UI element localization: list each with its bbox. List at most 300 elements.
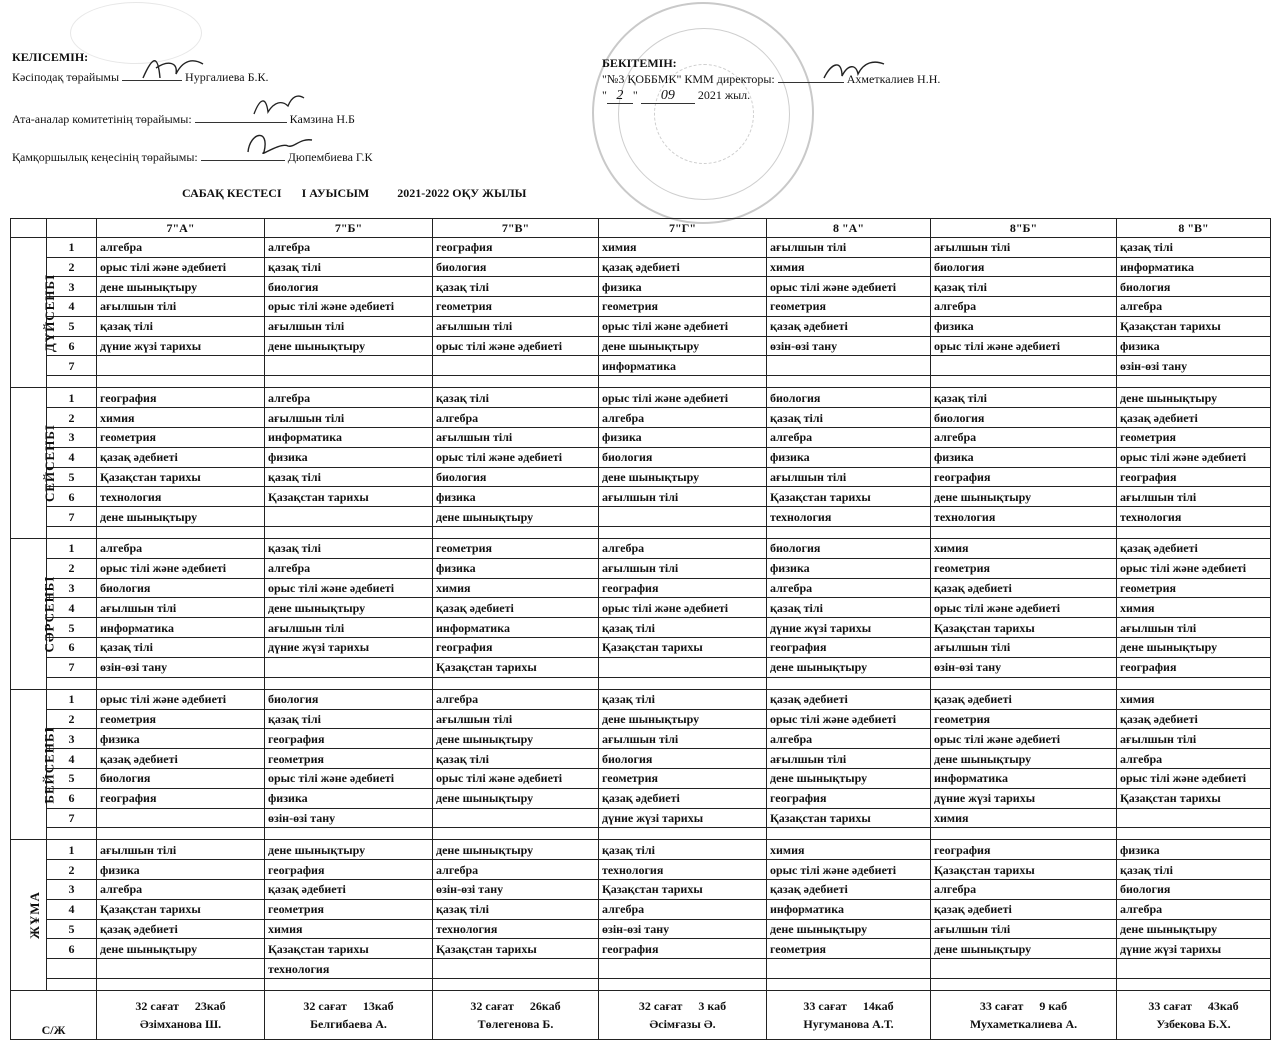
subject-cell: биология (433, 257, 599, 277)
title-year: 2021-2022 ОҚУ ЖЫЛЫ (397, 186, 527, 200)
subject-cell: орыс тілі және әдебиеті (265, 297, 433, 317)
subject-cell: Қазақстан тарихы (599, 879, 767, 899)
subject-cell: орыс тілі және әдебиеті (97, 689, 265, 709)
class-header: 7"Г" (599, 219, 767, 238)
subject-cell: география (599, 578, 767, 598)
subject-cell: технология (599, 860, 767, 880)
hours-count: 33 сағат (1148, 999, 1192, 1014)
lesson-number: 5 (47, 467, 97, 487)
subject-cell: орыс тілі және әдебиеті (1117, 558, 1271, 578)
subject-cell: алгебра (767, 578, 931, 598)
subject-cell: ағылшын тілі (599, 558, 767, 578)
subject-cell: география (97, 388, 265, 408)
subject-cell (599, 959, 767, 979)
teacher-summary (433, 991, 599, 1040)
subject-cell: қазақ әдебиеті (931, 899, 1117, 919)
subject-cell: өзін-өзі тану (265, 808, 433, 828)
subject-cell: ағылшын тілі (97, 840, 265, 860)
day-label-cell (11, 388, 57, 539)
corner-cell (47, 219, 97, 238)
subject-cell: химия (931, 808, 1117, 828)
day-separator-row (11, 526, 1271, 538)
subject-cell: алгебра (1117, 297, 1271, 317)
subject-cell: өзін-өзі тану (1117, 356, 1271, 376)
subject-cell: геометрия (767, 939, 931, 959)
schedule-table (10, 218, 1271, 1040)
lesson-number: 6 (47, 788, 97, 808)
subject-cell: өзін-өзі тану (97, 657, 265, 677)
subject-cell: геометрия (97, 709, 265, 729)
subject-cell: география (265, 860, 433, 880)
subject-cell (1117, 959, 1271, 979)
class-header: 8 "В" (1117, 219, 1271, 238)
day-separator-row (11, 677, 1271, 689)
lesson-number: 6 (47, 939, 97, 959)
subject-cell: геометрия (433, 297, 599, 317)
day-separator-row (11, 828, 1271, 840)
day-label: ДҮЙСЕНБІ (42, 273, 58, 352)
subject-cell (931, 356, 1117, 376)
subject-cell: Қазақстан тарихы (265, 487, 433, 507)
corner-cell (11, 219, 47, 238)
subject-cell: дене шынықтыру (767, 768, 931, 788)
subject-cell: ағылшын тілі (97, 598, 265, 618)
teacher-name: Мухаметкалиева А. (969, 1017, 1078, 1032)
table-row (11, 638, 1271, 658)
lesson-number: 5 (47, 768, 97, 788)
subject-cell: қазақ тілі (433, 388, 599, 408)
subject-cell: орыс тілі және әдебиеті (265, 578, 433, 598)
subject-cell: дене шынықтыру (599, 709, 767, 729)
subject-cell: алгебра (599, 539, 767, 559)
subject-cell: география (1117, 467, 1271, 487)
official-seal (592, 2, 814, 224)
class-header-row (11, 219, 1271, 238)
lesson-number: 5 (47, 618, 97, 638)
subject-cell (265, 356, 433, 376)
subject-cell: биология (767, 388, 931, 408)
table-row (11, 507, 1271, 527)
subject-cell: қазақ әдебиеті (599, 257, 767, 277)
subject-cell: орыс тілі және әдебиеті (767, 277, 931, 297)
subject-cell: геометрия (931, 558, 1117, 578)
subject-cell: технология (433, 919, 599, 939)
date-year: 2021 жыл. (697, 88, 751, 102)
subject-cell: қазақ тілі (433, 749, 599, 769)
subject-cell: физика (265, 788, 433, 808)
table-row (11, 388, 1271, 408)
lesson-number: 3 (47, 729, 97, 749)
subject-cell: технология (931, 507, 1117, 527)
subject-cell: геометрия (599, 768, 767, 788)
subject-cell: география (433, 638, 599, 658)
subject-cell: дүние жүзі тарихы (1117, 939, 1271, 959)
table-row (11, 598, 1271, 618)
subject-cell: дүние жүзі тарихы (931, 788, 1117, 808)
hours-count: 32 сағат (470, 999, 514, 1014)
subject-cell: геометрия (433, 539, 599, 559)
subject-cell: алгебра (767, 729, 931, 749)
subject-cell: химия (767, 257, 931, 277)
subject-cell: дене шынықтыру (265, 598, 433, 618)
lesson-number: 1 (47, 388, 97, 408)
table-row (11, 618, 1271, 638)
subject-cell: ағылшын тілі (931, 638, 1117, 658)
agree-title: КЕЛІСЕМІН: (12, 50, 89, 64)
hours-count: 32 сағат (303, 999, 347, 1014)
table-row (11, 408, 1271, 428)
day-label: БЕЙСЕНБІ (41, 725, 57, 804)
subject-cell: дене шынықтыру (97, 277, 265, 297)
subject-cell: физика (433, 558, 599, 578)
lesson-number: 7 (47, 356, 97, 376)
table-row (11, 860, 1271, 880)
subject-cell: қазақ тілі (1117, 237, 1271, 257)
subject-cell: география (265, 729, 433, 749)
subject-cell: алгебра (97, 879, 265, 899)
lesson-number: 7 (47, 507, 97, 527)
subject-cell (433, 959, 599, 979)
day-label-cell (11, 840, 47, 991)
subject-cell: дене шынықтыру (599, 336, 767, 356)
table-row (11, 749, 1271, 769)
subject-cell: қазақ тілі (599, 689, 767, 709)
subject-cell: қазақ әдебиеті (97, 447, 265, 467)
subject-cell: география (1117, 657, 1271, 677)
subject-cell: география (767, 638, 931, 658)
approve-title: БЕКІТЕМІН: (602, 56, 677, 70)
table-row (11, 657, 1271, 677)
subject-cell: ағылшын тілі (433, 316, 599, 336)
subject-cell: қазақ тілі (97, 316, 265, 336)
subject-cell: ағылшын тілі (265, 408, 433, 428)
date-day: 2 (607, 89, 633, 104)
table-row (11, 959, 1271, 979)
subject-cell: биология (1117, 879, 1271, 899)
subject-cell: геометрия (1117, 427, 1271, 447)
hours-count: 32 сағат (638, 999, 683, 1014)
day-separator-row (11, 978, 1271, 990)
table-row (11, 879, 1271, 899)
subject-cell: қазақ әдебиеті (433, 598, 599, 618)
subject-cell: ағылшын тілі (931, 237, 1117, 257)
class-header: 8"Б" (931, 219, 1117, 238)
room-number: 26каб (529, 999, 561, 1014)
lesson-number: 2 (47, 709, 97, 729)
signature-3 (240, 122, 320, 162)
subject-cell (265, 507, 433, 527)
table-row (11, 487, 1271, 507)
subject-cell: қазақ әдебиеті (1117, 709, 1271, 729)
hours-count: 32 сағат (135, 999, 179, 1014)
subject-cell: алгебра (1117, 749, 1271, 769)
subject-cell: информатика (1117, 257, 1271, 277)
teacher-summary (599, 991, 767, 1040)
subject-cell: химия (767, 840, 931, 860)
subject-cell: биология (599, 749, 767, 769)
footer-row (11, 991, 1271, 1040)
subject-cell: география (97, 788, 265, 808)
table-row (11, 356, 1271, 376)
subject-cell: қазақ тілі (931, 277, 1117, 297)
subject-cell: Қазақстан тарихы (931, 860, 1117, 880)
subject-cell: дене шынықтыру (599, 467, 767, 487)
table-row (11, 447, 1271, 467)
subject-cell: қазақ әдебиеті (767, 879, 931, 899)
lesson-number: 1 (47, 237, 97, 257)
subject-cell: география (767, 788, 931, 808)
subject-cell: орыс тілі және әдебиеті (599, 388, 767, 408)
subject-cell: алгебра (97, 539, 265, 559)
subject-cell: өзін-өзі тану (767, 336, 931, 356)
subject-cell: дене шынықтыру (97, 939, 265, 959)
subject-cell: информатика (931, 768, 1117, 788)
room-number: 3 каб (698, 999, 727, 1014)
subject-cell: алгебра (931, 427, 1117, 447)
subject-cell: физика (767, 558, 931, 578)
director-org: "№3 ҚОББМК" КММ директоры: (602, 72, 775, 86)
subject-cell: дене шынықтыру (433, 788, 599, 808)
subject-cell (433, 808, 599, 828)
subject-cell: қазақ әдебиеті (599, 788, 767, 808)
day-label: СЕЙСЕНБІ (42, 424, 57, 503)
subject-cell: биология (265, 689, 433, 709)
subject-cell: технология (265, 959, 433, 979)
subject-cell: дене шынықтыру (767, 657, 931, 677)
subject-cell (767, 959, 931, 979)
lesson-number: 3 (47, 879, 97, 899)
union-chair-role: Кәсіподақ төрайымы (12, 70, 120, 84)
lesson-number: 3 (47, 578, 97, 598)
subject-cell (599, 507, 767, 527)
subject-cell: қазақ тілі (767, 408, 931, 428)
subject-cell: химия (433, 578, 599, 598)
subject-cell: геометрия (1117, 578, 1271, 598)
subject-cell: ағылшын тілі (767, 237, 931, 257)
subject-cell: дүние жүзі тарихы (97, 336, 265, 356)
teacher-summary (97, 991, 265, 1040)
lesson-number: 6 (47, 336, 97, 356)
day-label: СӘРСЕНБІ (41, 575, 57, 653)
subject-cell: химия (97, 408, 265, 428)
table-row (11, 277, 1271, 297)
subject-cell: дене шынықтыру (1117, 919, 1271, 939)
subject-cell: информатика (767, 899, 931, 919)
subject-cell: физика (599, 427, 767, 447)
subject-cell: қазақ әдебиеті (1117, 539, 1271, 559)
table-row (11, 709, 1271, 729)
subject-cell: Қазақстан тарихы (433, 657, 599, 677)
subject-cell: орыс тілі және әдебиеті (599, 316, 767, 336)
table-row (11, 427, 1271, 447)
subject-cell: орыс тілі және әдебиеті (433, 447, 599, 467)
subject-cell: физика (1117, 336, 1271, 356)
class-header: 7"Б" (265, 219, 433, 238)
subject-cell: ағылшын тілі (1117, 487, 1271, 507)
subject-cell: дене шынықтыру (265, 336, 433, 356)
subject-cell: физика (433, 487, 599, 507)
hours-count: 33 сағат (803, 999, 847, 1014)
subject-cell: қазақ әдебиеті (931, 689, 1117, 709)
lesson-number: 7 (47, 808, 97, 828)
signature-director (818, 52, 888, 88)
subject-cell: Қазақстан тарихы (599, 638, 767, 658)
signature-1 (138, 50, 208, 86)
subject-cell: алгебра (931, 297, 1117, 317)
subject-cell: алгебра (433, 689, 599, 709)
teacher-summary (767, 991, 931, 1040)
day-separator-row (11, 376, 1271, 388)
title-main: САБАҚ КЕСТЕСІ (182, 186, 282, 200)
subject-cell: ағылшын тілі (599, 729, 767, 749)
subject-cell: география (599, 939, 767, 959)
subject-cell: геометрия (265, 899, 433, 919)
class-header: 8 "А" (767, 219, 931, 238)
table-row (11, 808, 1271, 828)
subject-cell: дене шынықтыру (97, 507, 265, 527)
subject-cell: орыс тілі және әдебиеті (931, 598, 1117, 618)
subject-cell: дене шынықтыру (433, 840, 599, 860)
subject-cell: информатика (433, 618, 599, 638)
subject-cell: ағылшын тілі (97, 297, 265, 317)
subject-cell: технология (767, 507, 931, 527)
day-label-cell (11, 539, 57, 690)
lesson-number: 5 (47, 316, 97, 336)
subject-cell: алгебра (97, 237, 265, 257)
table-row (11, 788, 1271, 808)
subject-cell: дене шынықтыру (1117, 638, 1271, 658)
subject-cell: физика (931, 316, 1117, 336)
subject-cell: география (931, 840, 1117, 860)
teacher-summary (931, 991, 1117, 1040)
table-row (11, 939, 1271, 959)
lesson-number: 2 (47, 408, 97, 428)
subject-cell: қазақ әдебиеті (1117, 408, 1271, 428)
subject-cell: ағылшын тілі (433, 427, 599, 447)
teacher-name: Төлегенова Б. (477, 1017, 554, 1032)
trustees-name: Дюпембиева Г.К (287, 150, 373, 164)
subject-cell (433, 356, 599, 376)
subject-cell: қазақ тілі (767, 598, 931, 618)
table-row (11, 578, 1271, 598)
lesson-number: 4 (47, 749, 97, 769)
table-row (11, 558, 1271, 578)
parents-committee-name: Камзина Н.Б (289, 112, 355, 126)
subject-cell: орыс тілі және әдебиеті (931, 729, 1117, 749)
director-name: Ахметкалиев Н.Н. (846, 72, 941, 86)
footer-label: С/Ж (11, 991, 97, 1040)
subject-cell: физика (931, 447, 1117, 467)
subject-cell: биология (767, 539, 931, 559)
subject-cell: ағылшын тілі (265, 316, 433, 336)
lesson-number: 6 (47, 638, 97, 658)
subject-cell: Қазақстан тарихы (767, 808, 931, 828)
subject-cell: физика (599, 277, 767, 297)
subject-cell: биология (97, 578, 265, 598)
table-row (11, 257, 1271, 277)
subject-cell: ағылшын тілі (433, 709, 599, 729)
subject-cell: биология (931, 408, 1117, 428)
subject-cell: орыс тілі және әдебиеті (1117, 447, 1271, 467)
lesson-number: 2 (47, 558, 97, 578)
subject-cell: қазақ әдебиеті (97, 749, 265, 769)
subject-cell: орыс тілі және әдебиеті (931, 336, 1117, 356)
day-label: ЖҰМА (26, 891, 42, 940)
subject-cell: информатика (97, 618, 265, 638)
subject-cell: алгебра (265, 388, 433, 408)
subject-cell: дене шынықтыру (433, 507, 599, 527)
teacher-name: Белгибаева А. (310, 1017, 387, 1032)
lesson-number: 4 (47, 899, 97, 919)
subject-cell: геометрия (265, 749, 433, 769)
room-number: 13каб (362, 999, 394, 1014)
table-row (11, 336, 1271, 356)
subject-cell: дене шынықтыру (931, 749, 1117, 769)
subject-cell: Қазақстан тарихы (1117, 788, 1271, 808)
lesson-number: 7 (47, 657, 97, 677)
table-row (11, 768, 1271, 788)
subject-cell: орыс тілі және әдебиеті (599, 598, 767, 618)
room-number: 9 каб (1039, 999, 1068, 1014)
lesson-number (47, 959, 97, 979)
subject-cell: алгебра (433, 408, 599, 428)
subject-cell: алгебра (599, 408, 767, 428)
subject-cell (97, 959, 265, 979)
date-month: 09 (641, 89, 695, 104)
table-row (11, 729, 1271, 749)
table-row (11, 316, 1271, 336)
subject-cell: орыс тілі және әдебиеті (265, 768, 433, 788)
subject-cell: дене шынықтыру (433, 729, 599, 749)
lesson-number: 2 (47, 257, 97, 277)
subject-cell: өзін-өзі тану (433, 879, 599, 899)
subject-cell: қазақ әдебиеті (265, 879, 433, 899)
signature-2 (248, 90, 308, 120)
subject-cell: өзін-өзі тану (931, 657, 1117, 677)
subject-cell: қазақ тілі (433, 899, 599, 919)
subject-cell: дүние жүзі тарихы (265, 638, 433, 658)
subject-cell: информатика (265, 427, 433, 447)
room-number: 23каб (194, 999, 226, 1014)
subject-cell: химия (931, 539, 1117, 559)
subject-cell: алгебра (433, 860, 599, 880)
subject-cell: ағылшын тілі (931, 919, 1117, 939)
subject-cell: информатика (599, 356, 767, 376)
lesson-number: 3 (47, 427, 97, 447)
subject-cell (265, 657, 433, 677)
subject-cell: алгебра (265, 558, 433, 578)
subject-cell: орыс тілі және әдебиеті (97, 257, 265, 277)
subject-cell: Қазақстан тарихы (767, 487, 931, 507)
title-shift: І АУЫСЫМ (301, 186, 370, 200)
subject-cell: қазақ тілі (265, 467, 433, 487)
subject-cell: дүние жүзі тарихы (767, 618, 931, 638)
subject-cell: Қазақстан тарихы (931, 618, 1117, 638)
subject-cell: физика (97, 860, 265, 880)
subject-cell: биология (599, 447, 767, 467)
table-row (11, 689, 1271, 709)
teacher-name: Әзімханова Ш. (139, 1017, 222, 1032)
subject-cell: орыс тілі және әдебиеті (1117, 768, 1271, 788)
room-number: 14каб (862, 999, 894, 1014)
subject-cell: орыс тілі және әдебиеті (767, 709, 931, 729)
table-row (11, 467, 1271, 487)
subject-cell: ағылшын тілі (767, 749, 931, 769)
subject-cell: өзін-өзі тану (599, 919, 767, 939)
subject-cell: геометрия (931, 709, 1117, 729)
subject-cell: Қазақстан тарихы (265, 939, 433, 959)
subject-cell: қазақ әдебиеті (97, 919, 265, 939)
